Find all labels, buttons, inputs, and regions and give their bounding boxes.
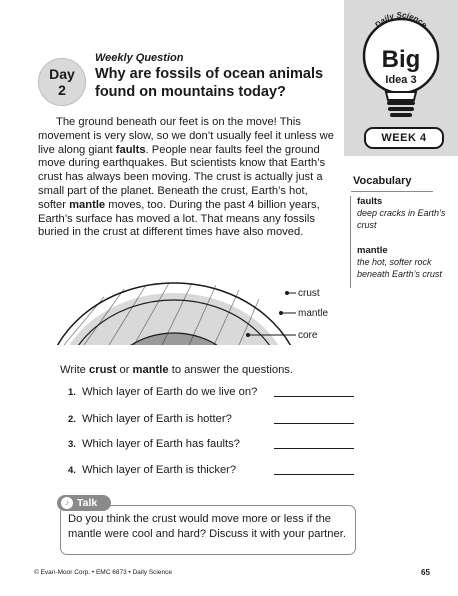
question-item xyxy=(68,464,236,476)
answer-line[interactable] xyxy=(274,474,354,475)
answer-line[interactable] xyxy=(274,448,354,449)
passage-bold-term: mantle xyxy=(69,198,106,211)
week-badge: WEEK 4 xyxy=(364,127,444,149)
talk-tag xyxy=(57,495,111,511)
question-number: 2. xyxy=(68,414,76,425)
question-item xyxy=(68,438,240,450)
vocab-term: faults xyxy=(357,196,383,207)
vocab-definition: the hot, softer rock beneath Earth’s crust xyxy=(357,257,442,279)
weekly-question-label: Weekly Question xyxy=(95,52,184,64)
instructions xyxy=(60,364,293,376)
vocabulary-rule xyxy=(350,196,351,288)
speech-bubble-icon: ♪ xyxy=(61,497,73,509)
question-number: 3. xyxy=(68,439,76,450)
question-text: Which layer of Earth do we live on? xyxy=(81,386,258,398)
answer-line[interactable] xyxy=(274,396,354,397)
question-text: Which layer of Earth has faults? xyxy=(81,438,240,450)
vocabulary-heading: Vocabulary xyxy=(353,175,412,187)
instructions-text: Write xyxy=(60,364,90,376)
earth-layers-diagram xyxy=(34,277,334,345)
vocab-term: mantle xyxy=(357,245,388,256)
instructions-keyword: mantle xyxy=(132,364,169,376)
idea-number: Idea 3 xyxy=(385,74,417,86)
answer-line[interactable] xyxy=(274,423,354,424)
question-item xyxy=(68,386,257,398)
talk-prompt: Do you think the crust would move more or less if the mantle were cool and hard? Discuss it with your partner. xyxy=(68,513,346,540)
passage-text: The ground beneath our feet is on the move! This movement is very slow, so we don’t usually feel it unless we live along giant xyxy=(38,116,334,156)
weekly-question-title: Why are fossils of ocean animals found on mountains today? xyxy=(95,66,324,100)
question-text: Which layer of Earth is thicker? xyxy=(81,464,237,476)
label-core: core xyxy=(298,330,318,341)
passage-text: . People near faults feel the ground move during earthquakes. But scientists know that Earth’s crust has always been moving. The crust is actually just a small part of the planet. Beneath the crust, Earth’s hot, softer xyxy=(38,143,326,211)
question-number: 4. xyxy=(68,465,76,476)
page-number: 65 xyxy=(421,568,430,577)
vocabulary-divider xyxy=(351,191,433,192)
instructions-text: to answer the questions. xyxy=(168,364,293,376)
day-number: 2 xyxy=(58,82,66,98)
label-mantle: mantle xyxy=(298,308,329,319)
reading-passage xyxy=(38,116,334,240)
question-item xyxy=(68,413,232,425)
big-idea-lightbulb-icon xyxy=(358,10,444,122)
vocab-definition: deep cracks in Earth’s crust xyxy=(357,208,446,230)
footer-copyright: © Evan-Moor Corp. • EMC 6873 • Daily Science xyxy=(34,569,172,576)
day-word: Day xyxy=(49,66,75,82)
question-text: Which layer of Earth is hotter? xyxy=(81,413,232,425)
big-text: Big xyxy=(381,46,421,73)
passage-bold-term: faults xyxy=(115,143,146,156)
series-name: Daily Science xyxy=(373,10,429,30)
instructions-text: or xyxy=(116,364,133,376)
question-number: 1. xyxy=(68,387,76,398)
instructions-keyword: crust xyxy=(89,364,117,376)
talk-tag-label: Talk xyxy=(77,497,98,509)
day-badge xyxy=(38,58,86,106)
passage-text: moves, too. During the past 4 billion years, Earth’s surface has moved a lot. That means any fossils buried in the crust at different times have also moved. xyxy=(38,198,320,239)
label-crust: crust xyxy=(298,288,320,299)
